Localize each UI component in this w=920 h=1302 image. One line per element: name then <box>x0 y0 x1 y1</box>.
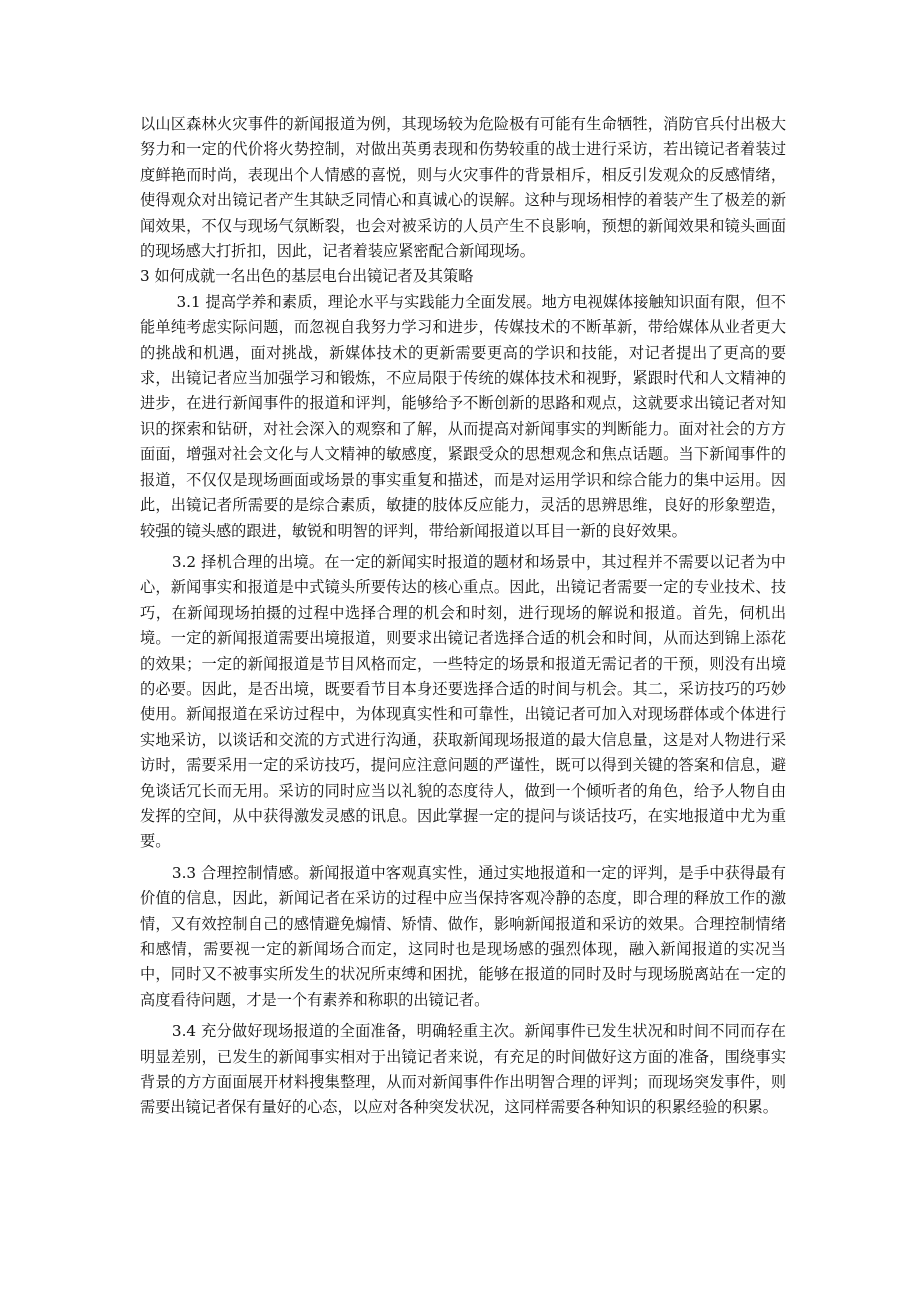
paragraph-3-1: 3.1 提高学养和素质，理论水平与实践能力全面发展。地方电视媒体接触知识面有限，但不能单纯考虑实际问题，而忽视自我努力学习和进步，传媒技术的不断革新，带给媒体从业者更大的挑战和机遇，面对挑战，新媒体技术的更新需要更高的学识和技能，对记者提出了更高的要求，出镜记者应当加强学习和锻炼，不应局限于传统的媒体技术和视野，紧跟时代和人文精神的进步，在进行新闻事件的报道和评判，能够给予不断创新的思路和观点，这就要求出镜记者对知识的探索和钻研，对社会深入的观察和了解，从而提高对新闻事实的判断能力。面对社会的方方面面，增强对社会文化与人文精神的敏感度，紧跟受众的思想观念和焦点话题。当下新闻事件的报道，不仅仅是现场画面或场景的事实重复和描述，而是对运用学识和综合能力的集中运用。因此，出镜记者所需要的是综合素质，敏捷的肢体反应能力，灵活的思辨思维，良好的形象塑造，较强的镜头感的跟进，敏锐和明智的评判，带给新闻报道以耳目一新的良好效果。 <box>140 292 786 540</box>
paragraph-continued: 以山区森林火灾事件的新闻报道为例，其现场较为危险极有可能有生命牺牲，消防官兵付出极大努力和一定的代价将火势控制，对做出英勇表现和伤势较重的战士进行采访，若出镜记者着装过度鲜艳而时尚，表现出个人情感的喜悦，则与火灾事件的背景相斥，相反引发观众的反感情绪，使得观众对出镜记者产生其缺乏同情心和真诚心的误解。这种与现场相悖的着装产生了极差的新闻效果，不仅与现场气氛断裂，也会对被采访的人员产生不良影响，预想的新闻效果和镜头画面的现场感大打折扣，因此，记者着装应紧密配合新闻现场。 <box>140 115 786 261</box>
paragraph-3-4: 3.4 充分做好现场报道的全面准备，明确轻重主次。新闻事件已发生状况和时间不同而存在明显差别，已发生的新闻事实相对于出镜记者来说，有充足的时间做好这方面的准备，围绕事实背景的方方面面展开材料搜集整理，从而对新闻事件作出明智合理的评判；而现场突发事件，则需要出镜记者保有量好的心态，以应对各种突发状况，这同样需要各种知识的积累经验的积累。 <box>140 1022 786 1117</box>
paragraph-3-3: 3.3 合理控制情感。新闻报道中客观真实性，通过实地报道和一定的评判，是手中获得最有价值的信息，因此，新闻记者在采访的过程中应当保持客观冷静的态度，即合理的释放工作的激情，又有效控制自己的感情避免煽情、矫情、做作，影响新闻报道和采访的效果。合理控制情绪和感情，需要视一定的新闻场合而定，这同时也是现场感的强烈体现，融入新闻报道的实况当中，同时又不被事实所发生的状况所束缚和困扰，能够在报道的同时及时与现场脱离站在一定的高度看待问题，才是一个有素养和称职的出镜记者。 <box>140 863 786 1009</box>
paragraph-3-2: 3.2 择机合理的出境。在一定的新闻实时报道的题材和场景中，其过程并不需要以记者为中心，新闻事实和报道是中式镜头所要传达的核心重点。因此，出镜记者需要一定的专业技术、技巧，在新闻现场拍摄的过程中选择合理的机会和时刻，进行现场的解说和报道。首先，伺机出境。一定的新闻报道需要出境报道，则要求出镜记者选择合适的机会和时间，从而达到锦上添花的效果；一定的新闻报道是节目风格而定，一些特定的场景和报道无需记者的干预，则没有出境的必要。因此，是否出境，既要看节目本身还要选择合适的时间与机会。其二，采访技巧的巧妙使用。新闻报道在采访过程中，为体现真实性和可靠性，出镜记者可加入对现场群体或个体进行实地采访，以谈话和交流的方式进行沟通，获取新闻现场报道的最大信息量，这是对人物进行采访时，需要采用一定的采访技巧，提问应注意问题的严谨性，既可以得到关键的答案和信息，避免谈话冗长而无用。采访的同时应当以礼貌的态度待人，做到一个倾听者的角色，给予人物自由发挥的空间，从中获得激发灵感的讯息。因此掌握一定的提问与谈话技巧，在实地报道中尤为重要。 <box>140 552 786 851</box>
document-body <box>140 112 786 1121</box>
section-heading: 3 如何成就一名出色的基层电台出镜记者及其策略 <box>140 267 474 286</box>
